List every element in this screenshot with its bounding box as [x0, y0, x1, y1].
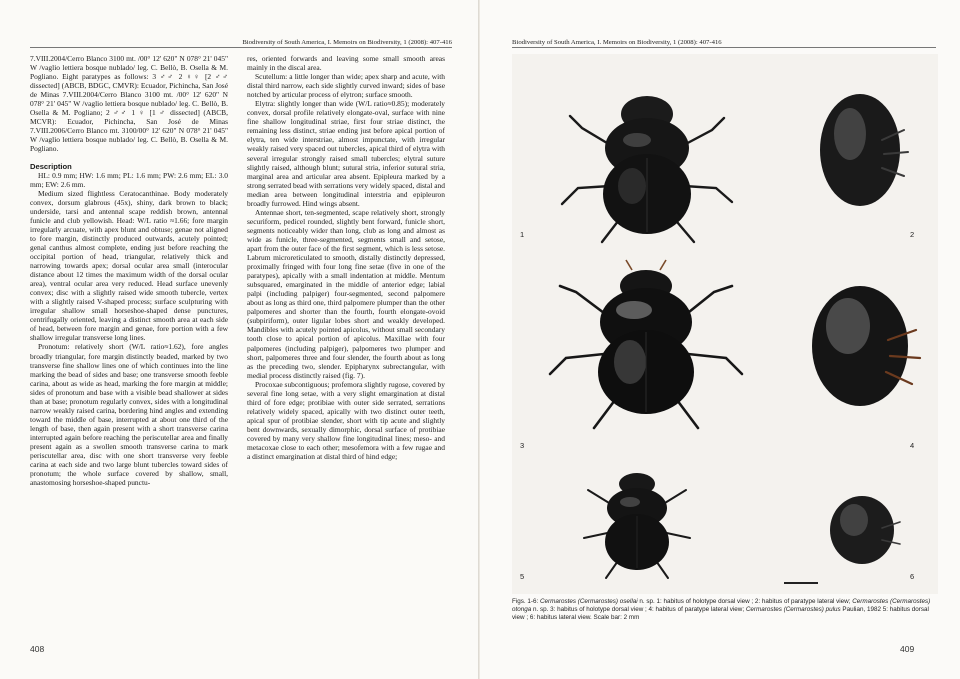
figure-1-beetle-dorsal — [552, 76, 742, 254]
running-header-right: Biodiversity of South America, I. Memoirs on Biodiversity, 1 (2008): 407-416 — [512, 39, 936, 48]
elytra-paragraph: Elytra: slightly longer than wide (W/L ratio≈0.85); moderately convex, dorsal profile relatively elongate-oval, surface with nine fine shallow longitudinal striae, first four striae distinct, the remaining less distinct, striae ending just before apical portion of elytra, ten wide interstriae, almost impunctate, with irregular weakly raised very spaced out tubercles, apical third of elytra with several irregular strongly raised small tubercles; elytral suture slightly raised, although blunt; sutural stria, inferior sutural stria, marginal area and articular area absent. Epipleura marked by a strong serrated bead with serrations very widely spaced, distal and median area between longitudinal interstria and epipleuron broadly furrowed. Hind wings absent. — [247, 99, 445, 208]
figure-4-beetle-lateral — [804, 276, 924, 416]
pronotum-paragraph: Pronotum: relatively short (W/L ratio≈1.62), fore angles broadly triangular, fore margin distinctly beaded, marked by two transverse fine shallow lines one of which continues into the line marking the bead of sides and base; one transverse smooth feeble carina, about as wide as head, marking the fore margin at middle; sides of pronotum and base with a visible bead shallower at sides than at base; pronotum regularly convex, sides with a longitudinal narrow weakly raised carina, bordering hind angles and extending toward the middle of base, interrupted at about one third of the length of base, then again present with a short transverse carina interrupted again before reaching the periscutellar area and finally present again as a swollen smooth transverse carina to mark periscutellar area, disc with one short transverse very feeble carina at each side and two large blunt tubercles toward sides of pronotum; the whole surface covered by shallow, small, anastomosing horseshoe-shaped punctu- — [30, 342, 228, 488]
legs-paragraph: Procoxae subcontiguous; profemora slightly rugose, covered by several fine long setae, with a very slight emargination at distal third of fore edge; protibiae with outer side serrated, serrations relatively widely spaced, apically with two distinct outer teeth, apical spur of protibiae slender, short with tip acute and slightly bent downwards, sexually dimorphic, dorsal surface of protibiae covered by many very shallow fine longitudinal lines; meso- and metacoxae close to each other; mesofemora with a few rugae and a distinct emargination at distal third of hind edge; — [247, 379, 445, 462]
figure-number-2: 2 — [910, 230, 915, 239]
page-number-left: 408 — [30, 644, 45, 654]
figure-number-4: 4 — [910, 441, 915, 450]
right-page — [480, 0, 960, 679]
scale-bar — [784, 582, 818, 584]
scutellum-paragraph: Scutellum: a little longer than wide; apex sharp and acute, with distal third narrow, each side slightly curved inward; sides of base notched by articular process of elytron; surface smooth. — [247, 72, 445, 100]
type-material-paragraph: 7.VIII.2004/Cerro Blanco 3100 mt. /00° 12' 620" N 078° 21' 045" W /vaglio lettiera bosque nublado/ leg. C. Bellò, B. Osella & M. Pogliano. Eight paratypes as follows: 3 ♂♂ 2 ♀♀ [2 ♂♂ dissected] (ABCB, BDGC, CMVR): Ecuador, Pichincha, San José de Minas 7.VIII.2004/Cerro Blanco 3100 mt. /00° 12' 620" N 078° 21' 045" W /vaglio lettiera bosque nublado/ leg. C. Bellò, B. Osella & M. Pogliano; 2 ♂♂ 1 ♀ [1 ♂ dissected] (ABCB, MCVR): Ecuador, Pichincha, San José de Minas 7.VIII.2006/Cerro Blanco mt. 3100/00° 12' 620" N 078° 21' 045" W /vaglio lettiera bosque nublado/ leg. C. Bellò, B. Osella & M. Pogliano. — [30, 54, 228, 154]
figure-plate — [512, 54, 938, 594]
page-number-right: 409 — [900, 644, 915, 654]
figure-number-3: 3 — [520, 441, 525, 450]
description-heading: Description — [30, 161, 72, 171]
caption-text-2: n. sp. 3: habitus of holotype dorsal view ; 4: habitus of paratype lateral view; — [531, 606, 746, 613]
figure-2-beetle-lateral — [812, 84, 912, 214]
text-column-2 — [247, 54, 445, 646]
figure-number-6: 6 — [910, 572, 915, 581]
body-description-paragraph: Medium sized flightless Ceratocanthinae. Body moderately convex, dorsum glabrous (45x), shiny, dark brown to black; underside, tarsi and antennal scape reddish brown, antennal funicle and club yellowish. Head: W/L ratio ≈1.66; fore margin irregularly arcuate, with apex blunt and obtuse; genae not aligned to fore margin, distinctly produced outwards, acutely pointed; genal canthus almost complete, ending just before reaching the occipital portion of head, triangular, relatively thick and narrowing towards apex; dorsal ocular area small (interocular distance about 12 times the maximum width of the dorsal ocular area), ventral ocular area very reduced. Head surface unevenly convex; disc with a slightly raised wide smooth tubercle, vertex with a slightly raised V-shaped process; surface sculpturing with irregular shallow small horseshoe-shaped dense punctures, centrifugally oriented, leaving a distinct smooth area at each side of head, between fore margin and genae, fore portion with a few shallow irregular transverse long lines. — [30, 188, 228, 343]
figure-caption — [512, 598, 938, 622]
figure-6-beetle-lateral — [824, 490, 904, 570]
text-column-1 — [30, 54, 228, 634]
figure-number-1: 1 — [520, 230, 525, 239]
figure-3-beetle-dorsal — [546, 256, 746, 436]
caption-prefix: Figs. 1-6: — [512, 598, 540, 605]
caption-species-3: Cermarostes (Cermarostes) pulus — [745, 606, 841, 613]
caption-text-3: Paulian, 1982 5: habitus dorsal view ; 6: habitus lateral view. Scale bar: 2 mm — [512, 606, 929, 621]
caption-species-1: Cermarostes (Cermarostes) osellai — [540, 598, 638, 605]
antennae-paragraph: Antennae short, ten-segmented, scape relatively short, strongly securiform, pedicel rounded, slightly bent forward, funicle short, segments noticeably wider than long, club as long and almost as wide as funicle, three-segmented, segments small and setose, apart from the outer face of the first segment, which is less setose. Labrum microreticulated to smooth, distally distinctly depressed, proximally fringed with four long fine setae (five in one of the paratypes), apically with a small indentation at middle. Mentum subsquared, emarginated in the middle of anterior edge; labial palpi (including palpiger) four-segmented, second palpomere about as long as third one, third palpomere plumper than the other palpomeres and shorter than the fourth, fourth elongate-ovoid (subpiriform), outer ligular lobes short and weakly developed. Mandibles with acutely pointed apicolus, without small secondary tooth close to apical portion of apicolus. Maxillae with four palpomeres (including palpiger), palpomeres two plumper and short, palpomeres three and four slender, the fourth about as long as the preceding two, slender. Epipharynx subrectangular, with medial process distinctly raised (fig. 7). — [247, 207, 445, 380]
pronotum-continued-paragraph: res, oriented forwards and leaving some small smooth areas mainly in the discal area. — [247, 54, 445, 73]
caption-species-2: Cermarostes (Cermarostes) otonga — [512, 598, 931, 613]
figure-5-beetle-dorsal — [572, 466, 702, 582]
measurements-paragraph: HL: 0.9 mm; HW: 1.6 mm; PL: 1.6 mm; PW: 2.6 mm; EL: 3.0 mm; EW: 2.6 mm. — [30, 170, 228, 189]
figure-number-5: 5 — [520, 572, 525, 581]
caption-text-1: n. sp. 1: habitus of holotype dorsal view ; 2: habitus of paratype lateral view; — [637, 598, 853, 605]
running-header-left: Biodiversity of South America, I. Memoirs on Biodiversity, 1 (2008): 407-416 — [30, 39, 452, 48]
